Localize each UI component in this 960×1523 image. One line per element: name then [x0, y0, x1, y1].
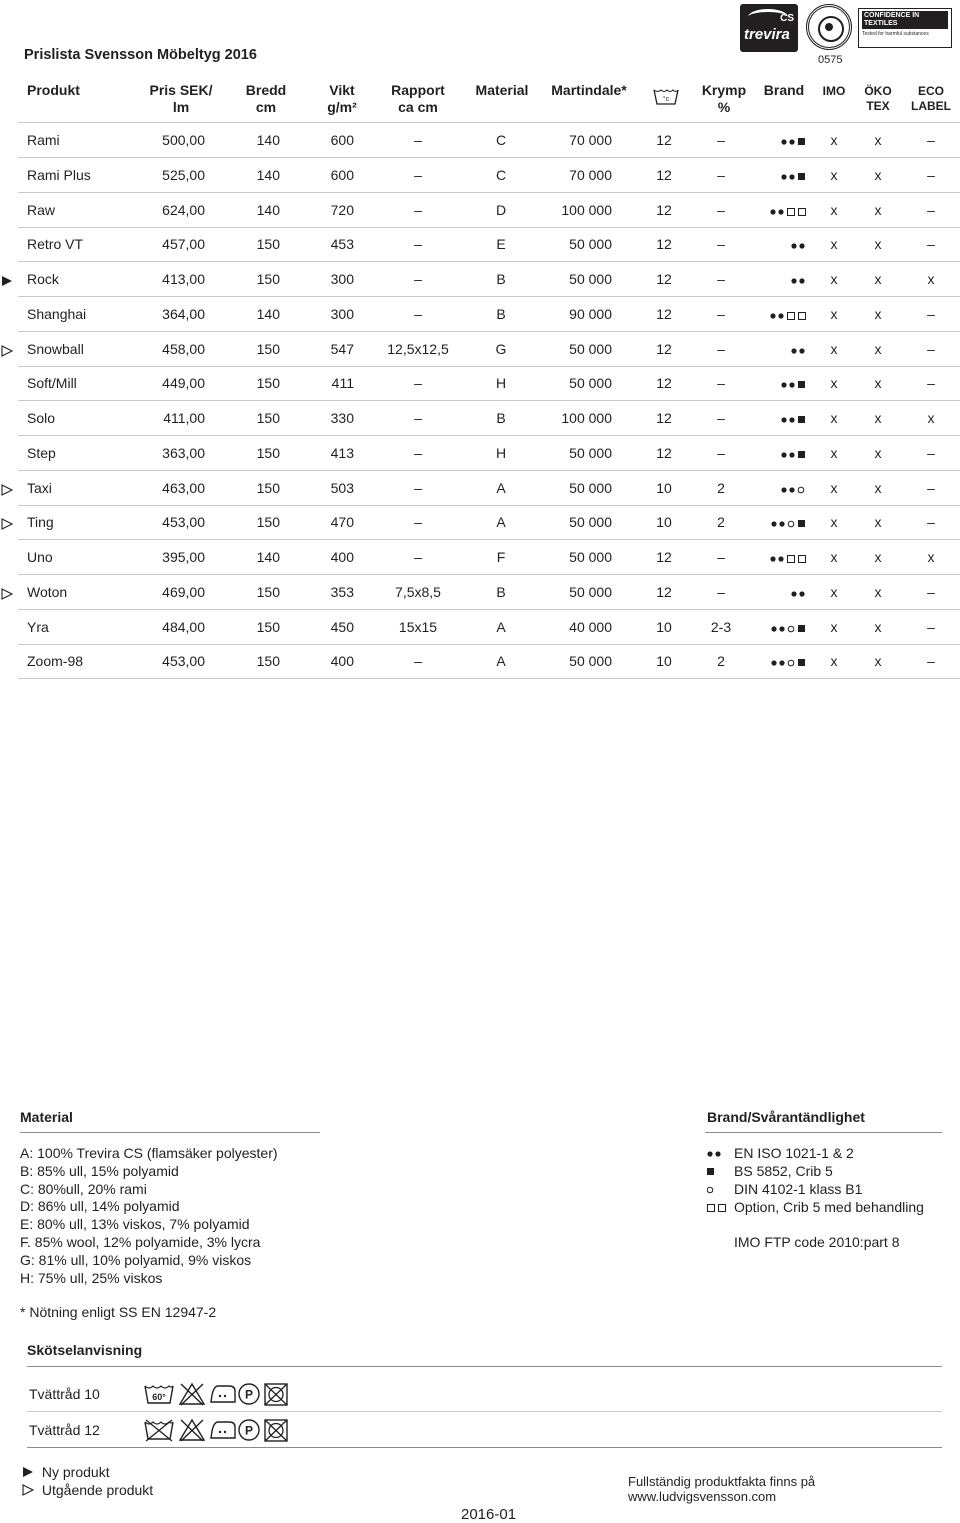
svg-text:°c: °c — [662, 96, 670, 103]
cell-rapport: – — [414, 549, 422, 565]
cell-martindale: 70 000 — [569, 132, 612, 148]
cell-martindale: 50 000 — [569, 514, 612, 531]
cell-vikt: 453 — [330, 236, 354, 253]
cell-imo: x — [830, 514, 838, 531]
svg-text:60°: 60° — [152, 1392, 166, 1402]
table-row — [0, 158, 960, 193]
cell-pris: 484,00 — [162, 618, 205, 635]
fire-rating-symbols-icon — [791, 589, 808, 599]
cell-oko-tex: x — [874, 271, 882, 287]
cell-bredd: 150 — [256, 583, 280, 600]
cell-material: A — [496, 514, 506, 531]
table-row — [0, 332, 960, 367]
cell-imo: x — [830, 132, 838, 148]
table-row — [0, 401, 960, 436]
header-pris: Pris SEK/ lm — [149, 82, 213, 115]
cell-imo: x — [830, 271, 838, 287]
cell-martindale: 50 000 — [569, 271, 612, 287]
cell-pris: 500,00 — [162, 132, 205, 148]
legend-out: Utgående produkt — [22, 1482, 153, 1498]
cell-oko-tex: x — [874, 479, 882, 496]
cell-rapport: – — [414, 479, 422, 496]
table-row — [0, 227, 960, 262]
fire-rating-symbols-icon — [791, 241, 808, 251]
material-line: A: 100% Trevira CS (flamsäker polyester) — [20, 1145, 278, 1161]
cell-tvattrad: 10 — [656, 479, 672, 496]
cell-vikt: 600 — [330, 166, 354, 183]
care-divider-top — [27, 1366, 942, 1367]
cell-eco-label: – — [927, 305, 935, 322]
fire-rating-symbols-icon — [781, 415, 808, 425]
cell-krymp: – — [717, 166, 725, 183]
cell-martindale: 70 000 — [569, 166, 612, 183]
table-row — [0, 575, 960, 610]
cell-martindale: 40 000 — [569, 618, 612, 635]
cell-krymp: – — [717, 410, 725, 426]
care-icons-12 — [143, 1417, 291, 1448]
cell-rapport: – — [414, 375, 422, 392]
cell-pris: 458,00 — [162, 340, 205, 357]
cell-produkt: Rami — [27, 132, 60, 148]
cell-rapport: – — [414, 271, 422, 287]
cell-imo: x — [830, 410, 838, 426]
table-row — [0, 436, 960, 471]
table-row — [0, 540, 960, 575]
certification-seal-logo — [806, 4, 852, 50]
cell-material: F — [496, 549, 506, 565]
cell-bredd: 140 — [256, 305, 280, 322]
cell-rapport: – — [414, 410, 422, 426]
cell-eco-label: – — [927, 479, 935, 496]
cell-produkt: Solo — [27, 410, 56, 426]
header-brand: Brand — [763, 82, 805, 98]
material-line: F. 85% wool, 12% polyamide, 3% lycra — [20, 1234, 261, 1250]
footer-url: Fullständig produktfakta finns på www.ludvigsvensson.com — [628, 1474, 816, 1504]
cell-bredd: 150 — [256, 444, 280, 461]
cell-rapport: – — [414, 444, 422, 461]
cell-imo: x — [830, 653, 838, 670]
cell-material: C — [495, 166, 507, 183]
cell-produkt: Soft/Mill — [27, 375, 77, 392]
cell-bredd: 140 — [256, 201, 280, 218]
cell-eco-label: x — [927, 410, 935, 426]
cell-pris: 463,00 — [162, 479, 205, 496]
brand-standard-text: BS 5852, Crib 5 — [734, 1163, 833, 1179]
material-line: G: 81% ull, 10% polyamid, 9% viskos — [20, 1251, 252, 1268]
material-divider — [20, 1132, 320, 1133]
cell-oko-tex: x — [874, 132, 882, 148]
cell-vikt: 600 — [330, 132, 354, 148]
cell-vikt: 503 — [330, 479, 354, 496]
cell-imo: x — [830, 236, 838, 253]
table-row — [0, 262, 960, 297]
cell-krymp: – — [717, 236, 725, 253]
cell-imo: x — [830, 201, 838, 218]
cell-eco-label: – — [927, 375, 935, 392]
cell-produkt: Ting — [27, 514, 54, 531]
fire-rating-symbols-icon — [781, 172, 808, 182]
brand-divider — [705, 1132, 942, 1133]
table-row — [0, 193, 960, 228]
care-icons-10 — [143, 1381, 291, 1412]
fire-rating-symbols-icon — [791, 346, 808, 356]
cell-oko-tex: x — [874, 305, 882, 322]
header-rapport: Rapport ca cm — [391, 82, 445, 115]
cell-krymp: 2 — [717, 479, 725, 496]
cell-produkt: Uno — [27, 549, 53, 565]
header-oko-tex: ÖKO TEX — [864, 84, 892, 113]
cell-pris: 364,00 — [162, 305, 205, 322]
cell-martindale: 50 000 — [569, 583, 612, 600]
brand-standard-text: Option, Crib 5 med behandling — [734, 1199, 924, 1215]
cell-oko-tex: x — [874, 444, 882, 461]
cell-material: B — [496, 271, 506, 287]
cell-tvattrad: 12 — [656, 305, 672, 322]
trevira-cs-logo: trevira CS — [740, 4, 798, 52]
cell-oko-tex: x — [874, 583, 882, 600]
cell-rapport: 15x15 — [398, 618, 438, 635]
header-bredd: Bredd cm — [245, 82, 287, 115]
seal-number: 0575 — [818, 54, 843, 66]
cell-eco-label: – — [927, 444, 935, 461]
fire-rating-symbols-icon — [781, 485, 808, 495]
header-krymp: Krymp % — [701, 82, 747, 115]
cell-tvattrad: 12 — [656, 132, 672, 148]
cell-tvattrad: 12 — [656, 166, 672, 183]
cell-bredd: 140 — [256, 132, 280, 148]
material-line: E: 80% ull, 13% viskos, 7% polyamid — [20, 1216, 250, 1233]
no-tumble-dry-icon — [265, 1384, 287, 1405]
cell-bredd: 140 — [256, 549, 280, 565]
cell-krymp: – — [717, 583, 725, 600]
cell-krymp: 2-3 — [710, 618, 732, 635]
cell-vikt: 413 — [330, 444, 354, 461]
cell-imo: x — [830, 583, 838, 600]
cell-imo: x — [830, 618, 838, 635]
cell-produkt: Snowball — [27, 340, 84, 357]
cell-martindale: 100 000 — [561, 201, 612, 218]
table-row — [0, 366, 960, 401]
cell-imo: x — [830, 549, 838, 565]
dry-clean-p-icon — [239, 1384, 259, 1404]
abrasion-note: * Nötning enligt SS EN 12947-2 — [20, 1304, 217, 1320]
cell-rapport: – — [414, 236, 422, 253]
certification-logos — [740, 4, 955, 66]
cell-material: A — [496, 653, 506, 670]
cell-bredd: 150 — [256, 375, 280, 392]
cell-krymp: 2 — [717, 653, 725, 670]
cell-pris: 469,00 — [162, 583, 205, 600]
fire-rating-symbols-icon — [771, 519, 808, 529]
cell-imo: x — [830, 444, 838, 461]
fire-rating-symbols-icon — [781, 137, 808, 147]
cell-imo: x — [830, 166, 838, 183]
page-title: Prislista Svensson Möbeltyg 2016 — [24, 47, 257, 63]
cell-rapport: 7,5x8,5 — [395, 583, 441, 600]
cell-oko-tex: x — [874, 375, 882, 392]
outgoing-product-icon — [1, 345, 13, 357]
cell-bredd: 140 — [256, 166, 280, 183]
cell-bredd: 150 — [256, 479, 280, 496]
cell-krymp: 2 — [717, 514, 725, 531]
fire-rating-symbols-icon — [770, 207, 808, 217]
fire-rating-symbols-icon — [771, 658, 808, 668]
cell-tvattrad: 12 — [656, 271, 672, 287]
fire-rating-symbols-icon — [770, 311, 808, 321]
cell-bredd: 150 — [256, 410, 280, 426]
cell-martindale: 90 000 — [569, 305, 612, 322]
cell-tvattrad: 12 — [656, 236, 672, 253]
cell-eco-label: x — [927, 549, 935, 565]
no-wash-icon — [145, 1420, 173, 1441]
no-bleach-icon — [180, 1384, 204, 1405]
cell-krymp: – — [717, 444, 725, 461]
header-material: Material — [475, 82, 529, 98]
cell-vikt: 353 — [330, 583, 354, 600]
cell-rapport: – — [414, 201, 422, 218]
table-row — [0, 610, 960, 645]
cell-material: A — [496, 479, 506, 496]
cell-eco-label: – — [927, 618, 935, 635]
cell-material: B — [496, 583, 506, 600]
cell-oko-tex: x — [874, 201, 882, 218]
cell-bredd: 150 — [256, 236, 280, 253]
document-date: 2016-01 — [461, 1506, 517, 1523]
fire-rating-symbols-icon — [771, 624, 808, 634]
cell-martindale: 50 000 — [569, 375, 612, 392]
cell-bredd: 150 — [256, 653, 280, 670]
wash-temperature-icon — [652, 87, 680, 107]
cell-imo: x — [830, 375, 838, 392]
cell-rapport: – — [414, 166, 422, 183]
cell-vikt: 450 — [330, 618, 354, 635]
cell-pris: 453,00 — [162, 653, 205, 670]
fire-rating-symbols-icon — [781, 450, 808, 460]
cell-bredd: 150 — [256, 340, 280, 357]
cell-tvattrad: 12 — [656, 444, 672, 461]
cell-eco-label: – — [927, 132, 935, 148]
cell-produkt: Retro VT — [27, 236, 84, 253]
no-bleach-icon — [180, 1420, 204, 1441]
cell-eco-label: x — [927, 271, 935, 287]
table-row — [0, 505, 960, 540]
cell-eco-label: – — [927, 340, 935, 357]
cell-produkt: Yra — [27, 618, 49, 635]
care-title: Skötselanvisning — [27, 1342, 143, 1358]
cell-material: H — [495, 444, 507, 461]
material-line: B: 85% ull, 15% polyamid — [20, 1162, 179, 1179]
table-row — [0, 471, 960, 506]
dry-clean-p-icon — [239, 1420, 259, 1440]
cell-imo: x — [830, 340, 838, 357]
header-produkt: Produkt — [27, 82, 80, 98]
cell-material: E — [496, 236, 506, 253]
cell-tvattrad: 12 — [656, 201, 672, 218]
cell-krymp: – — [717, 549, 725, 565]
header-martindale: Martindale* — [551, 82, 627, 98]
cell-pris: 395,00 — [162, 549, 205, 565]
cell-material: A — [496, 618, 506, 635]
cell-oko-tex: x — [874, 514, 882, 531]
cell-material: B — [496, 305, 506, 322]
care-label-10: Tvättråd 10 — [29, 1386, 100, 1402]
cell-pris: 363,00 — [162, 444, 205, 461]
cell-rapport: – — [414, 132, 422, 148]
cell-vikt: 400 — [330, 653, 354, 670]
table-row — [0, 123, 960, 158]
cell-oko-tex: x — [874, 340, 882, 357]
cell-tvattrad: 10 — [656, 618, 672, 635]
cell-pris: 411,00 — [163, 410, 205, 426]
cell-material: H — [495, 375, 507, 392]
cell-bredd: 150 — [256, 618, 280, 635]
cell-oko-tex: x — [874, 618, 882, 635]
cell-pris: 525,00 — [162, 166, 205, 183]
cell-tvattrad: 12 — [656, 410, 672, 426]
cell-vikt: 720 — [330, 201, 354, 218]
fire-rating-symbol-icon — [707, 1167, 717, 1177]
imo-code-text: IMO FTP code 2010:part 8 — [734, 1234, 900, 1250]
cell-eco-label: – — [927, 166, 935, 183]
cell-vikt: 330 — [330, 410, 354, 426]
cell-vikt: 470 — [330, 514, 354, 531]
header-eco-label: ECO LABEL — [911, 84, 951, 113]
cell-oko-tex: x — [874, 549, 882, 565]
cell-pris: 413,00 — [162, 271, 205, 287]
cell-vikt: 400 — [330, 549, 354, 565]
cell-krymp: – — [717, 132, 725, 148]
cell-pris: 457,00 — [162, 236, 205, 253]
cell-eco-label: – — [927, 514, 935, 531]
cell-martindale: 100 000 — [561, 410, 612, 426]
cell-tvattrad: 10 — [656, 514, 672, 531]
cell-pris: 453,00 — [162, 514, 205, 531]
table-row — [0, 644, 960, 679]
cell-eco-label: – — [927, 583, 935, 600]
cell-krymp: – — [717, 375, 725, 392]
fire-rating-symbols-icon — [781, 380, 808, 390]
cell-rapport: – — [414, 305, 422, 322]
cell-tvattrad: 12 — [656, 340, 672, 357]
cell-oko-tex: x — [874, 653, 882, 670]
cell-tvattrad: 10 — [656, 653, 672, 670]
new-product-icon — [22, 1466, 34, 1478]
cell-produkt: Rock — [27, 271, 59, 287]
cell-rapport: – — [414, 514, 422, 531]
cell-produkt: Step — [27, 444, 56, 461]
cell-material: B — [496, 410, 506, 426]
cell-vikt: 547 — [330, 340, 354, 357]
header-vikt: Vikt g/m² — [327, 82, 357, 115]
material-line: D: 86% ull, 14% polyamid — [20, 1198, 180, 1215]
cell-martindale: 50 000 — [569, 549, 612, 565]
fire-rating-symbol-icon — [707, 1149, 724, 1159]
cell-produkt: Taxi — [27, 479, 52, 496]
outgoing-product-icon — [22, 1484, 34, 1496]
cell-produkt: Zoom-98 — [27, 653, 84, 670]
care-label-12: Tvättråd 12 — [29, 1422, 100, 1438]
cell-produkt: Rami Plus — [27, 166, 91, 183]
new-product-icon — [1, 275, 13, 287]
fire-rating-symbols-icon — [770, 554, 808, 564]
fire-rating-symbols-icon — [791, 276, 808, 286]
cell-martindale: 50 000 — [569, 236, 612, 253]
cell-eco-label: – — [927, 201, 935, 218]
cell-martindale: 50 000 — [569, 653, 612, 670]
cell-pris: 624,00 — [162, 201, 205, 218]
cell-eco-label: – — [927, 653, 935, 670]
material-line: C: 80%ull, 20% rami — [20, 1180, 147, 1197]
cell-tvattrad: 12 — [656, 549, 672, 565]
cell-krymp: – — [717, 305, 725, 322]
outgoing-product-icon — [1, 484, 13, 496]
cell-vikt: 300 — [330, 305, 354, 322]
cell-krymp: – — [717, 340, 725, 357]
cell-vikt: 411 — [331, 375, 354, 392]
cell-krymp: – — [717, 201, 725, 218]
outgoing-product-icon — [1, 518, 13, 530]
cell-martindale: 50 000 — [569, 340, 612, 357]
fire-rating-symbol-icon — [707, 1185, 717, 1195]
cell-eco-label: – — [927, 236, 935, 253]
cell-produkt: Raw — [27, 201, 56, 218]
brand-standard-text: EN ISO 1021-1 & 2 — [734, 1145, 854, 1161]
cell-tvattrad: 12 — [656, 583, 672, 600]
oeko-tex-logo: CONFIDENCE IN TEXTILES Tested for harmful substances — [858, 8, 952, 48]
cell-vikt: 300 — [330, 271, 354, 287]
material-line: H: 75% ull, 25% viskos — [20, 1269, 163, 1286]
svg-text:P: P — [244, 1423, 254, 1438]
cell-krymp: – — [717, 271, 725, 287]
cell-oko-tex: x — [874, 236, 882, 253]
iron-icon — [211, 1422, 235, 1438]
no-tumble-dry-icon — [265, 1420, 287, 1441]
wash-60-icon — [145, 1386, 173, 1403]
cell-produkt: Woton — [27, 583, 68, 600]
cell-material: G — [495, 340, 507, 357]
legend-new: Ny produkt — [22, 1464, 110, 1480]
cell-material: D — [495, 201, 507, 218]
cell-bredd: 150 — [256, 514, 280, 531]
iron-icon — [211, 1386, 235, 1402]
fire-rating-symbol-icon — [707, 1203, 728, 1213]
material-section-title: Material — [20, 1109, 73, 1125]
header-imo: IMO — [822, 84, 846, 98]
cell-imo: x — [830, 305, 838, 322]
cell-bredd: 150 — [256, 271, 280, 287]
cell-imo: x — [830, 479, 838, 496]
cell-tvattrad: 12 — [656, 375, 672, 392]
cell-material: C — [495, 132, 507, 148]
cell-martindale: 50 000 — [569, 444, 612, 461]
table-row — [0, 297, 960, 332]
cell-pris: 449,00 — [162, 375, 205, 392]
cell-martindale: 50 000 — [569, 479, 612, 496]
outgoing-product-icon — [1, 588, 13, 600]
cell-rapport: – — [414, 653, 422, 670]
svg-text:P: P — [244, 1387, 254, 1402]
brand-section-title: Brand/Svårantändlighet — [707, 1109, 865, 1125]
cell-oko-tex: x — [874, 410, 882, 426]
brand-standard-text: DIN 4102-1 klass B1 — [734, 1181, 863, 1197]
cell-rapport: 12,5x12,5 — [387, 340, 449, 357]
cell-oko-tex: x — [874, 166, 882, 183]
cell-produkt: Shanghai — [27, 305, 87, 322]
